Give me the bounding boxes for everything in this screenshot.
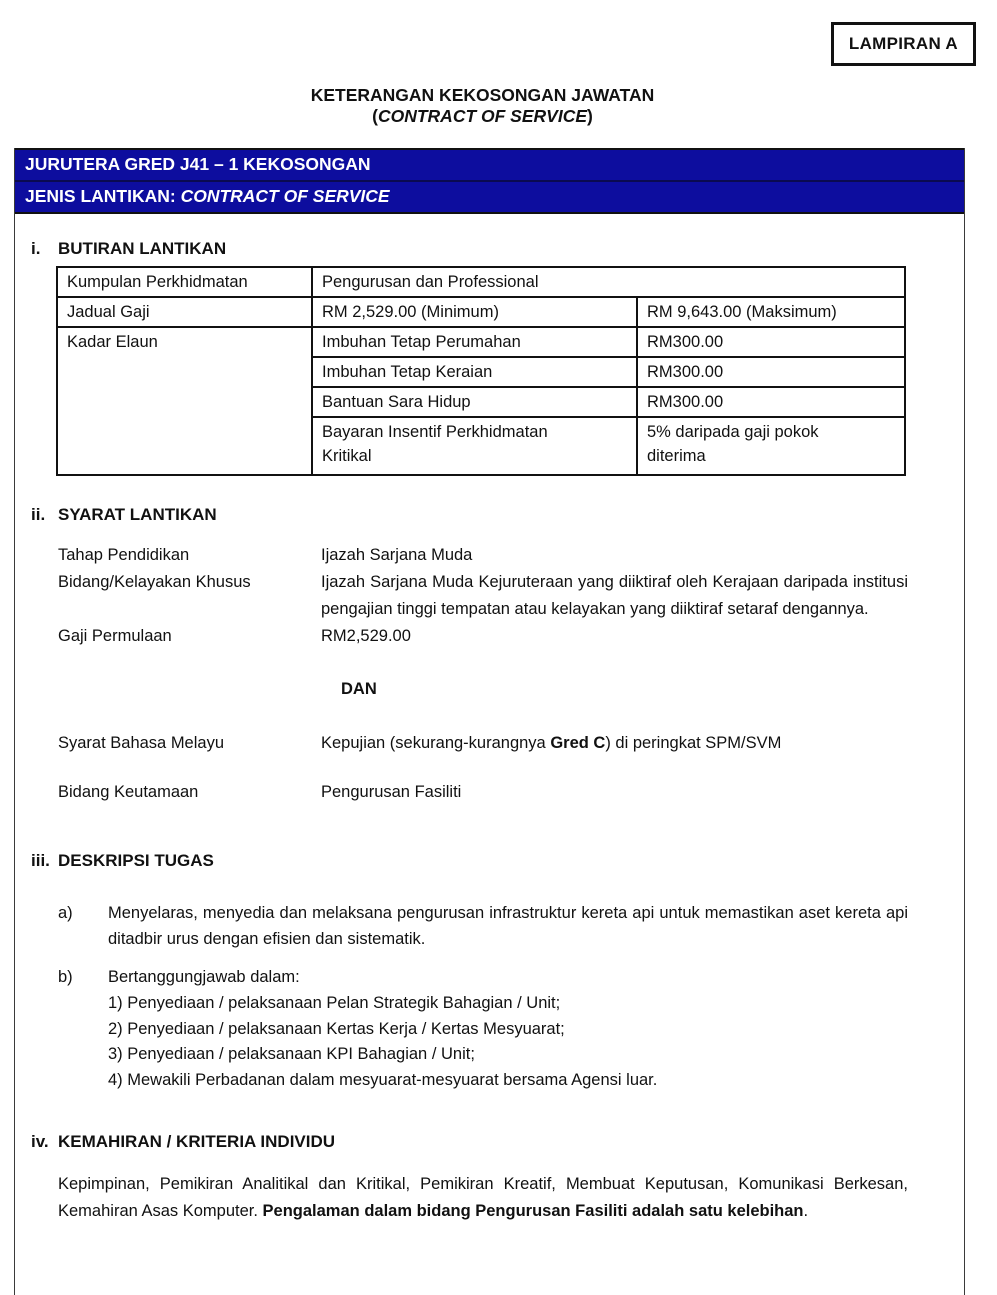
cell-kumpulan-value: Pengurusan dan Professional — [312, 267, 905, 297]
section-deskripsi-tugas — [31, 849, 908, 1093]
section-num-iv: iv. — [31, 1132, 49, 1151]
kemahiran-body — [58, 1171, 908, 1225]
section-title-syarat: SYARAT LANTIKAN — [58, 505, 217, 524]
deskripsi-body — [58, 900, 908, 1093]
section-title-butiran: BUTIRAN LANTIKAN — [58, 239, 227, 258]
label-syarat-bahasa: Syarat Bahasa Melayu — [58, 734, 225, 752]
section-title-kemahiran: KEMAHIRAN / KRITERIA INDIVIDU — [58, 1132, 336, 1151]
document-content — [15, 237, 964, 1225]
cell-elaun-item-2: Imbuhan Tetap Keraian — [312, 357, 637, 387]
banner-row-position: JURUTERA GRED J41 – 1 KEKOSONGAN — [15, 150, 964, 180]
vacancy-box — [14, 148, 965, 1295]
syarat-body — [58, 542, 908, 806]
value-gaji-permulaan: RM2,529.00 — [321, 627, 411, 645]
task-item-a — [58, 900, 908, 952]
cell-elaun-item-4: Bayaran Insentif Perkhidmatan Kritikal — [312, 417, 637, 475]
row-syarat-bahasa — [58, 730, 908, 757]
section-syarat-lantikan — [31, 503, 908, 806]
title-contract-of-service: CONTRACT OF SERVICE — [377, 106, 588, 126]
task-subitem-2: 2) Penyediaan / pelaksanaan Kertas Kerja / Kertas Mesyuarat; — [108, 1019, 565, 1038]
cell-elaun-amount-1: RM300.00 — [637, 327, 905, 357]
butiran-table — [56, 266, 906, 476]
title-paren-open: ( — [372, 106, 378, 126]
gred-c-bold: Gred C — [550, 734, 606, 752]
section-num-i: i. — [31, 239, 41, 258]
cell-elaun-amount-4: 5% daripada gaji pokok diterima — [637, 417, 905, 475]
row-bidang-kelayakan — [58, 569, 908, 623]
cell-gaji-label: Jadual Gaji — [57, 297, 312, 327]
label-bidang-keutamaan: Bidang Keutamaan — [58, 783, 199, 801]
cell-kumpulan-label: Kumpulan Perkhidmatan — [57, 267, 312, 297]
kemahiran-paragraph: Kepimpinan, Pemikiran Analitikal dan Kritikal, Pemikiran Kreatif, Membuat Keputusan, Komunikasi Berkesan, Kemahiran Asas Komputer. Pengalaman dalam bidang Pengurusan Fasiliti adalah satu kelebihan. — [58, 1175, 908, 1220]
row-gaji-permulaan — [58, 623, 908, 650]
task-marker-a: a) — [58, 904, 73, 922]
section-heading-butiran — [31, 237, 908, 261]
cell-elaun-label: Kadar Elaun — [57, 327, 312, 475]
value-bidang-keutamaan: Pengurusan Fasiliti — [321, 783, 462, 801]
table-row — [57, 267, 905, 297]
task-item-b — [58, 964, 908, 991]
row-tahap-pendidikan — [58, 542, 908, 569]
task-text-b: Bertanggungjawab dalam: — [108, 968, 300, 986]
section-butiran-lantikan — [31, 237, 908, 476]
label-gaji-permulaan: Gaji Permulaan — [58, 627, 172, 645]
kemahiran-bold-note: Pengalaman dalam bidang Pengurusan Fasiliti adalah satu kelebihan — [262, 1202, 804, 1220]
appointment-type-label: JENIS LANTIKAN: — [25, 186, 181, 206]
section-heading-kemahiran — [31, 1130, 908, 1154]
cell-elaun-item-1: Imbuhan Tetap Perumahan — [312, 327, 637, 357]
task-marker-b: b) — [58, 968, 73, 986]
value-syarat-bahasa: Kepujian (sekurang-kurangnya Gred C) di peringkat SPM/SVM — [321, 734, 782, 752]
section-num-ii: ii. — [31, 505, 46, 524]
label-tahap-pendidikan: Tahap Pendidikan — [58, 546, 190, 564]
lampiran-label: LAMPIRAN A — [831, 22, 976, 66]
section-heading-deskripsi — [31, 849, 908, 873]
position-banner — [15, 148, 964, 214]
document-title-line2 — [0, 106, 965, 127]
dan-separator: DAN — [341, 680, 377, 698]
cell-gaji-max: RM 9,643.00 (Maksimum) — [637, 297, 905, 327]
task-subitem-4: 4) Mewakili Perbadanan dalam mesyuarat-mesyuarat bersama Agensi luar. — [108, 1070, 658, 1089]
cell-elaun-amount-2: RM300.00 — [637, 357, 905, 387]
table-row — [57, 297, 905, 327]
task-subitem-3: 3) Penyediaan / pelaksanaan KPI Bahagian / Unit; — [108, 1045, 475, 1063]
document-title-line1: KETERANGAN KEKOSONGAN JAWATAN — [310, 85, 655, 105]
section-title-deskripsi: DESKRIPSI TUGAS — [58, 851, 214, 870]
task-subitem-1: 1) Penyediaan / pelaksanaan Pelan Strategik Bahagian / Unit; — [108, 994, 561, 1012]
section-heading-syarat — [31, 503, 908, 527]
title-paren-close: ) — [587, 106, 593, 126]
value-tahap-pendidikan: Ijazah Sarjana Muda — [321, 546, 473, 564]
section-kemahiran-kriteria — [31, 1130, 908, 1225]
banner-row-appointment-type — [15, 180, 964, 212]
document-title — [0, 85, 965, 127]
task-text-a: Menyelaras, menyedia dan melaksana pengurusan infrastruktur kereta api untuk memastikan aset kereta api ditadbir urus dengan efisien dan sistematik. — [108, 904, 908, 948]
cell-gaji-min: RM 2,529.00 (Minimum) — [312, 297, 637, 327]
value-bidang-kelayakan: Ijazah Sarjana Muda Kejuruteraan yang diiktiraf oleh Kerajaan daripada institusi pengajian tinggi tempatan atau kelayakan yang diiktiraf setaraf dengannya. — [321, 573, 908, 618]
appointment-type-value: CONTRACT OF SERVICE — [180, 186, 390, 206]
cell-elaun-amount-3: RM300.00 — [637, 387, 905, 417]
section-num-iii: iii. — [31, 851, 50, 870]
table-row — [57, 327, 905, 357]
cell-elaun-item-3: Bantuan Sara Hidup — [312, 387, 637, 417]
row-bidang-keutamaan — [58, 779, 908, 806]
label-bidang-kelayakan: Bidang/Kelayakan Khusus — [58, 573, 251, 591]
